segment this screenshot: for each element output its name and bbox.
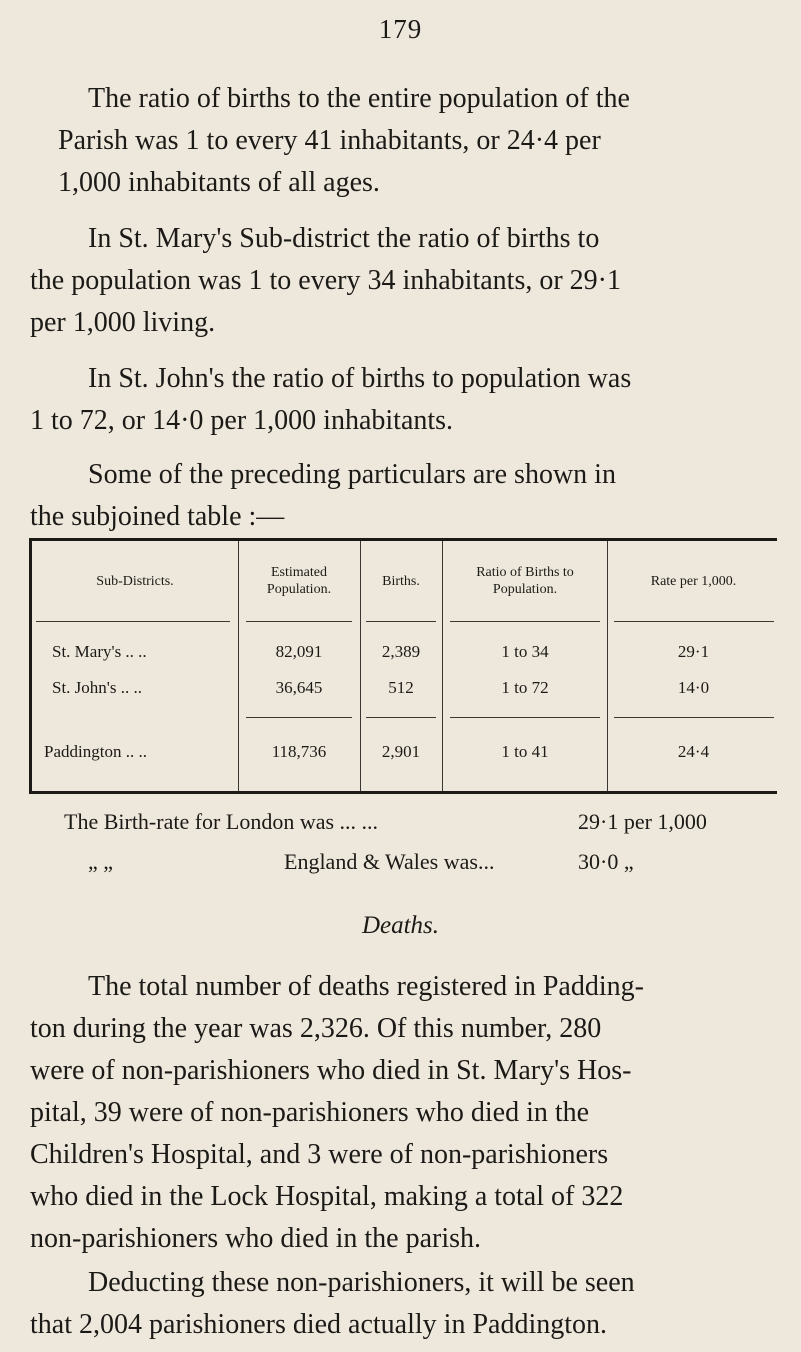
text-line: The total number of deaths registered in Padding- bbox=[88, 971, 644, 1002]
table-cell-district: St. Mary's .. .. bbox=[52, 642, 147, 661]
table-cell-population: 36,645 bbox=[275, 678, 323, 697]
table-cell-rate: 29·1 bbox=[677, 642, 710, 661]
text-line: that 2,004 parishioners died actually in Paddington. bbox=[30, 1309, 608, 1340]
text-line: Some of the preceding particulars are shown in bbox=[88, 459, 616, 490]
text-line: 1 to 72, or 14·0 per 1,000 inhabitants. bbox=[30, 405, 454, 436]
page-number: 179 bbox=[378, 14, 423, 44]
table-cell-rate-total: 24·4 bbox=[677, 742, 710, 761]
deaths-heading: Deaths. bbox=[361, 912, 440, 939]
header-estimated-population: Estimated Population. bbox=[266, 565, 332, 597]
column-divider bbox=[607, 541, 608, 791]
header-sub-districts: Sub-Districts. bbox=[96, 573, 174, 589]
london-birth-rate-label: The Birth-rate for London was ... ... bbox=[64, 809, 379, 834]
rule bbox=[36, 621, 230, 622]
table-cell-population: 82,091 bbox=[275, 642, 323, 661]
text-line: per 1,000 living. bbox=[30, 307, 216, 338]
table-cell-births: 2,389 bbox=[381, 642, 421, 661]
text-line: ton during the year was 2,326. Of this number, 280 bbox=[30, 1013, 602, 1044]
paragraph-deaths-total bbox=[30, 966, 772, 1260]
column-divider bbox=[238, 541, 239, 791]
text-line: were of non-parishioners who died in St. Mary's Hos- bbox=[30, 1055, 632, 1086]
ditto-marks: „ „ bbox=[88, 849, 114, 874]
table-cell-rate: 14·0 bbox=[677, 678, 710, 697]
rule bbox=[614, 717, 774, 718]
london-birth-rate-value: 29·1 per 1,000 bbox=[578, 809, 707, 834]
header-rate-per-1000: Rate per 1,000. bbox=[650, 573, 737, 589]
rule bbox=[246, 717, 352, 718]
text-line: who died in the Lock Hospital, making a total of 322 bbox=[30, 1181, 624, 1212]
table-cell-ratio: 1 to 72 bbox=[501, 678, 549, 697]
rule bbox=[366, 717, 436, 718]
text-line: non-parishioners who died in the parish. bbox=[30, 1223, 482, 1254]
text-line: In St. John's the ratio of births to population was bbox=[88, 363, 632, 394]
table-cell-ratio-total: 1 to 41 bbox=[501, 742, 549, 761]
births-table bbox=[29, 538, 777, 794]
text-line: Deducting these non-parishioners, it will be seen bbox=[88, 1267, 635, 1298]
rule bbox=[614, 621, 774, 622]
rule bbox=[450, 621, 600, 622]
text-line: pital, 39 were of non-parishioners who died in the bbox=[30, 1097, 590, 1128]
text-line: the subjoined table :— bbox=[30, 501, 285, 532]
table-cell-births: 512 bbox=[388, 678, 414, 697]
rule bbox=[450, 717, 600, 718]
paragraph-st-marys bbox=[30, 218, 772, 344]
rule bbox=[246, 621, 352, 622]
table-cell-births-total: 2,901 bbox=[381, 742, 421, 761]
text-line: the population was 1 to every 34 inhabitants, or 29·1 bbox=[30, 265, 621, 296]
england-birth-rate-value: 30·0 „ bbox=[578, 849, 634, 874]
table-cell-district-total: Paddington .. .. bbox=[44, 742, 147, 761]
text-line: In St. Mary's Sub-district the ratio of births to bbox=[88, 223, 600, 254]
table-cell-population-total: 118,736 bbox=[271, 742, 327, 761]
column-divider bbox=[442, 541, 443, 791]
table-cell-district: St. John's .. .. bbox=[52, 678, 142, 697]
text-line: Parish was 1 to every 41 inhabitants, or 24·4 per bbox=[58, 125, 601, 156]
text-line: Children's Hospital, and 3 were of non-parishioners bbox=[30, 1139, 609, 1170]
paragraph-deaths-parishioners bbox=[30, 1262, 772, 1346]
england-birth-rate-label: England & Wales was... bbox=[284, 849, 495, 874]
table-cell-ratio: 1 to 34 bbox=[501, 642, 549, 661]
paragraph-st-johns bbox=[30, 358, 772, 442]
header-births: Births. bbox=[382, 573, 420, 589]
header-ratio: Ratio of Births to Population. bbox=[476, 565, 574, 597]
text-line: 1,000 inhabitants of all ages. bbox=[58, 167, 380, 198]
paragraph-table-intro bbox=[30, 454, 772, 538]
text-line: The ratio of births to the entire population of the bbox=[88, 83, 630, 114]
paragraph-birth-ratio-parish bbox=[58, 78, 772, 204]
rule bbox=[366, 621, 436, 622]
